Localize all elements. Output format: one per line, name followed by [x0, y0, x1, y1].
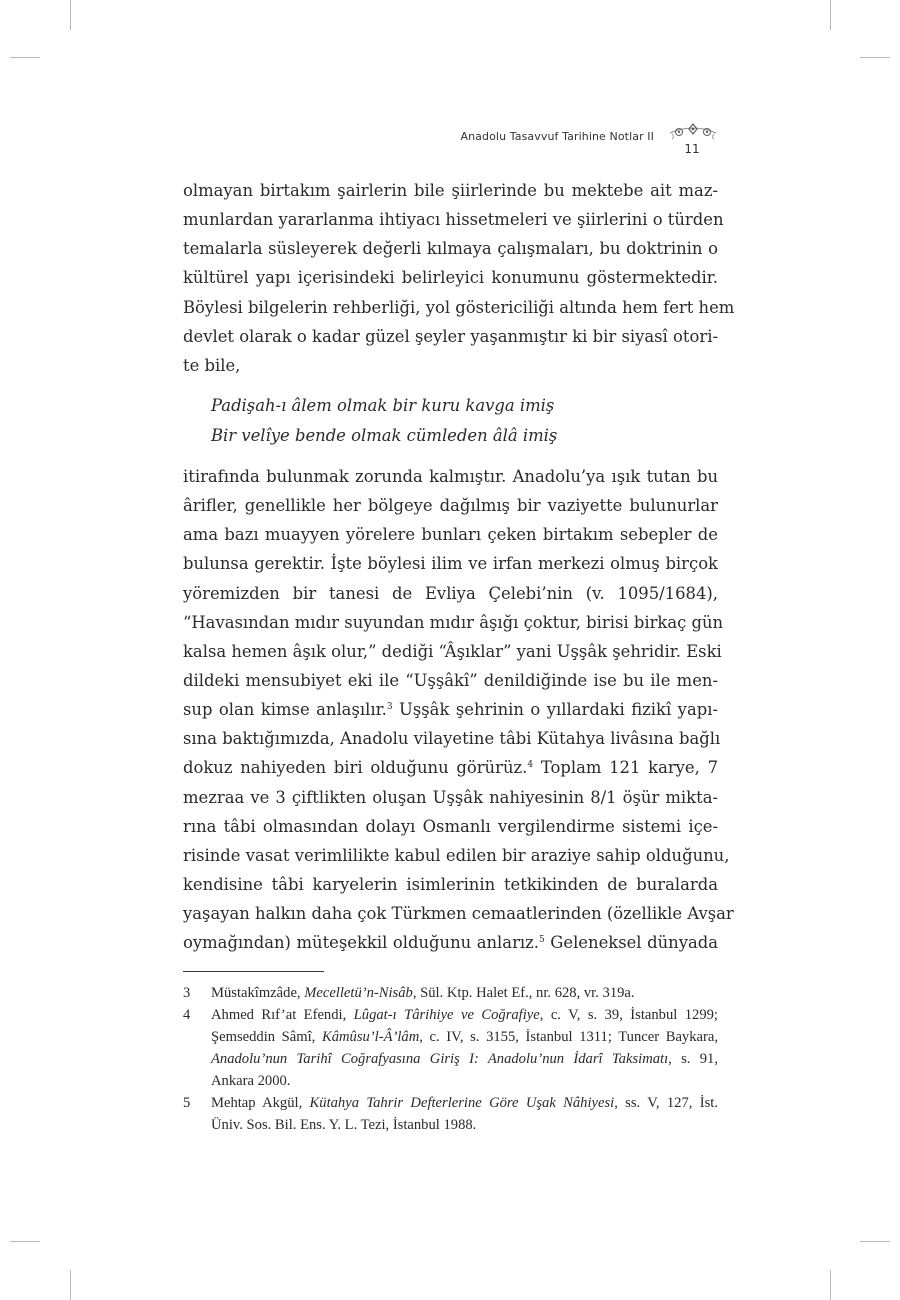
footnote-line: Ahmed Rıf’at Efendi, Lûgat-ı Târihiye ve Coğrafiye, c. V, s. 39, İstanbul 1299; — [211, 1007, 718, 1023]
text-line: yöremizden bir tanesi de Evliya Çelebi’nin (v. 1095/1684), — [183, 583, 718, 603]
text-line: yaşayan halkın daha çok Türkmen cemaatlerinden (özellikle Avşar — [183, 904, 734, 924]
text-line: kendisine tâbi karyelerin isimlerinin tetkikinden de buralarda — [183, 874, 718, 894]
text-line: kalsa hemen âşık olur,” dediği “Âşıklar” yani Uşşâk şehridir. Eski — [183, 641, 722, 661]
text-line: risinde vasat verimlilikte kabul edilen bir araziye sahip olduğunu, — [183, 845, 730, 865]
text-line: te bile, — [183, 355, 241, 375]
crop-mark — [830, 1270, 831, 1300]
footnote-number: 3 — [183, 985, 191, 1001]
crop-mark — [70, 1270, 71, 1300]
verse-line: Bir velîye bende olmak cümleden âlâ imiş — [211, 426, 558, 445]
text-line: ârifler, genellikle her bölgeye dağılmış bir vaziyette bulunurlar — [183, 496, 718, 516]
footnote — [183, 1004, 718, 1092]
body-paragraph — [183, 462, 734, 957]
text-line: sına baktığımızda, Anadolu vilayetine tâbi Kütahya livâsına bağlı — [183, 729, 721, 749]
crop-mark — [860, 57, 890, 58]
running-title: Anadolu Tasavvuf Tarihine Notlar II — [460, 130, 654, 143]
text-line: itirafında bulunmak zorunda kalmıştır. Anadolu’ya ışık tutan bu — [183, 467, 718, 486]
text-line: dildeki mensubiyet eki ile “Uşşâkî” denildiğinde ise bu ile men- — [183, 670, 718, 690]
text-line: rına tâbi olmasından dolayı Osmanlı vergilendirme sistemi içe- — [183, 816, 718, 836]
footnote-number: 4 — [183, 1007, 191, 1023]
text-line: olmayan birtakım şairlerin bile şiirlerinde bu mektebe ait maz- — [183, 181, 718, 200]
footnote-number: 5 — [183, 1095, 191, 1111]
text-line: oymağından) müteşekkil olduğunu anlarız.$^5$ Geleneksel dünyada — [183, 933, 718, 953]
crop-mark — [10, 1241, 40, 1242]
footnote — [183, 1092, 718, 1136]
footnote-divider — [183, 971, 324, 972]
crop-mark — [10, 57, 40, 58]
text-line: sup olan kimse anlaşılır.$^3$ Uşşâk şehrinin o yıllardaki fizikî yapı- — [183, 700, 718, 720]
footnote-line: Anadolu’nun Tarihî Coğrafyasına Giriş I: Anadolu’nun İdarî Taksimatı, s. 91, — [211, 1051, 718, 1067]
crop-mark — [860, 1241, 890, 1242]
text-line: mezraa ve 3 çiftlikten oluşan Uşşâk nahiyesinin 8/1 öşür mikta- — [183, 787, 718, 807]
footnote-line: Şemseddin Sâmî, Kâmûsu’l-Â’lâm, c. IV, s. 3155, İstanbul 1311; Tuncer Baykara, — [211, 1029, 718, 1045]
body-paragraph — [183, 176, 735, 380]
text-line: Böylesi bilgelerin rehberliği, yol göstericiliği altında hem fert hem — [183, 297, 735, 317]
page-number: 11 — [684, 142, 700, 156]
text-line: devlet olarak o kadar güzel şeyler yaşanmıştır ki bir siyasî otori- — [183, 326, 718, 346]
text-line: dokuz nahiyeden biri olduğunu görürüz.$^4$ Toplam 121 karye, 7 — [183, 758, 719, 778]
text-line: kültürel yapı içerisindeki belirleyici konumunu göstermektedir. — [183, 268, 718, 288]
text-line: bulunsa gerektir. İşte böylesi ilim ve irfan merkezi olmuş birçok — [183, 554, 718, 574]
text-line: munlardan yararlanma ihtiyacı hissetmeleri ve şiirlerini o türden — [183, 210, 724, 230]
text-line: temalarla süsleyerek değerli kılmaya çalışmaları, bu doktrinin o — [183, 239, 718, 259]
footnote-line: Müstakîmzâde, Mecelletü’n-Nisâb, Sül. Ktp. Halet Ef., nr. 628, vr. 319a. — [211, 985, 635, 1001]
floral-ornament-icon — [668, 121, 718, 143]
text-line: “Havasından mıdır suyundan mıdır âşığı çoktur, birisi birkaç gün — [183, 612, 724, 632]
footnote-line: Ankara 2000. — [211, 1073, 291, 1089]
crop-mark — [70, 0, 71, 30]
verse-line: Padişah-ı âlem olmak bir kuru kavga imiş — [211, 396, 555, 415]
footnote-line: Mehtap Akgül, Kütahya Tahrir Defterlerine Göre Uşak Nâhiyesi, ss. V, 127, İst. — [211, 1095, 718, 1111]
footnote-ref: 4 — [527, 760, 534, 771]
footnote — [183, 982, 718, 1004]
footnote-line: Üniv. Sos. Bil. Ens. Y. L. Tezi, İstanbul 1988. — [211, 1117, 477, 1133]
crop-mark — [830, 0, 831, 30]
text-line: ama bazı muayyen yörelere bunları çeken birtakım sebepler de — [183, 525, 718, 545]
footnote-ref: 5 — [539, 935, 545, 946]
footnote-ref: 3 — [386, 702, 393, 713]
